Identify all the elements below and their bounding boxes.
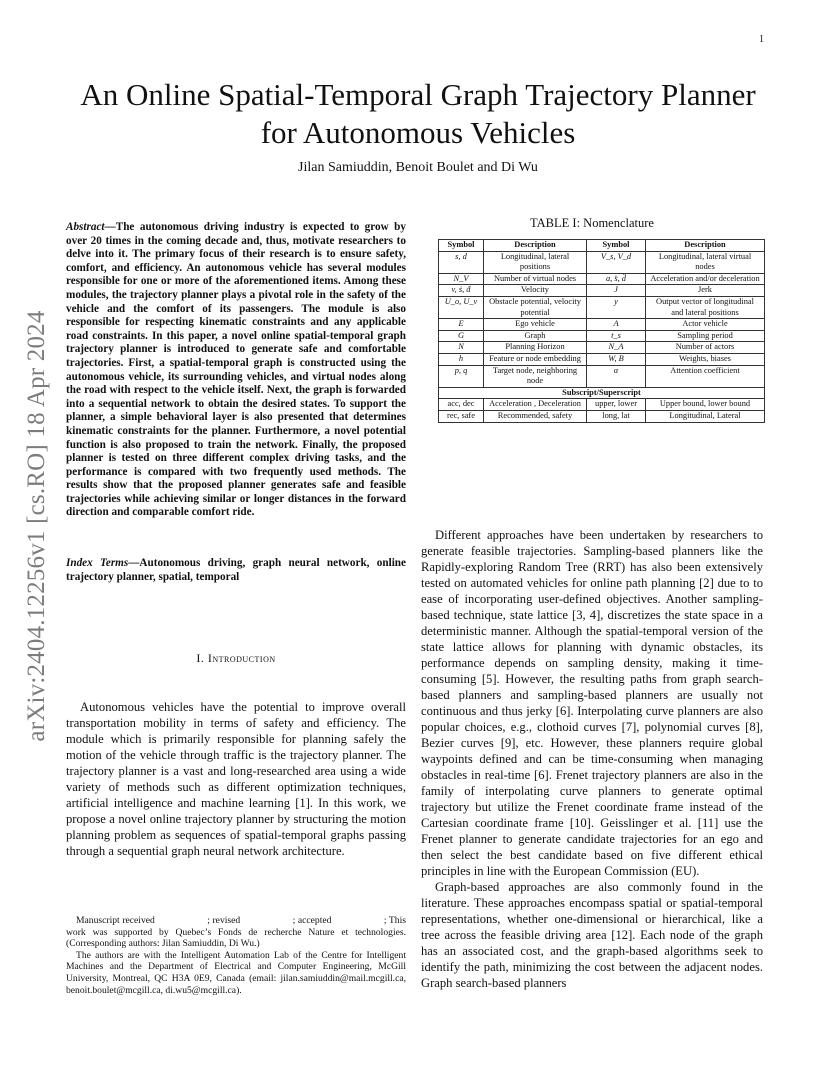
table-subheader: Subscript/Superscript: [439, 387, 765, 399]
paragraph: Graph-based approaches are also commonly found in the literature. These approaches encompass spatial or spatial-temporal representations, whether one-dimensional or hierarchical, like a tree across the feasible driving area [12]. Each node of the graph has an associated cost, and the graph-based algorithms seek to identify the path, minimizing the cost between the adjacent nodes. Graph search-based planners: [421, 880, 763, 990]
section-heading: I. Introduction: [196, 651, 276, 665]
table-header: Description: [484, 240, 587, 252]
table-cell-symbol: J: [587, 285, 646, 297]
table-cell-symbol: acc, dec: [439, 399, 484, 411]
table-cell-symbol: W, B: [587, 353, 646, 365]
table-cell-description: Upper bound, lower bound: [646, 399, 765, 411]
table-cell-symbol: v, ṡ, ḋ: [439, 285, 484, 297]
table-cell-symbol: p, q: [439, 365, 484, 387]
table-cell-description: Recommended, safety: [484, 410, 587, 422]
table-cell-symbol: α: [587, 365, 646, 387]
paper-title: An Online Spatial-Temporal Graph Trajectory Planner for Autonomous Vehicles: [80, 77, 756, 150]
table-header: Symbol: [587, 240, 646, 252]
table-cell-symbol: upper, lower: [587, 399, 646, 411]
table-cell-description: Graph: [484, 330, 587, 342]
intro-paragraph: Autonomous vehicles have the potential to improve overall transportation mobility in terms of safety and efficiency. The module which is primarily responsible for planning safely the motion of the vehicle through traffic is the trajectory planner. The trajectory planner is a vast and long-researched area using a wide variety of methods such as different optimization techniques, artificial intelligence and machine learning [1]. In this work, we propose a novel online trajectory planner by structuring the motion planning problem as sequences of spatial-temporal graphs passing through a sequential graph neural network architecture.: [66, 700, 406, 858]
table-cell-symbol: N: [439, 342, 484, 354]
table-row: [439, 273, 765, 285]
table-cell-description: Number of actors: [646, 342, 765, 354]
table-cell-symbol: long, lat: [587, 410, 646, 422]
table-cell-description: Acceleration and/or deceleration: [646, 273, 765, 285]
index-terms: [66, 557, 406, 584]
table-cell-description: Feature or node embedding: [484, 353, 587, 365]
table-caption: TABLE I: Nomenclature: [530, 216, 654, 230]
table-subheader-row: [439, 387, 765, 399]
arxiv-stamp: arXiv:2404.12256v1 [cs.RO] 18 Apr 2024: [23, 310, 50, 742]
table-cell-description: Number of virtual nodes: [484, 273, 587, 285]
nomenclature-table: [438, 239, 765, 423]
table-cell-description: Actor vehicle: [646, 319, 765, 331]
footnote-affiliation: The authors are with the Intelligent Automation Lab of the Centre for Intelligent Machines and the Department of Electrical and Computer Engineering, McGill University, Montreal, QC H3A 0E9, Canada (email: jilan.samiuddin@mail.mcgill.ca, benoit.boulet@mcgill.ca, di.wu5@mcgill.ca).: [66, 949, 406, 996]
table-row: [439, 251, 765, 273]
right-column-text: [421, 527, 763, 991]
table-row: [439, 342, 765, 354]
table-cell-symbol: N_V: [439, 273, 484, 285]
table-cell-description: Target node, neighboring node: [484, 365, 587, 387]
page-number: 1: [759, 34, 764, 45]
table-cell-description: Obstacle potential, velocity potential: [484, 296, 587, 318]
abstract-body: —The autonomous driving industry is expected to grow by over 20 times in the coming decade and, thus, motivate researchers to delve into it. The primary focus of their research is to ensure safety, comfort, and efficiency. An autonomous vehicle has several modules responsible for one or more of the aforementioned items. Among these modules, the trajectory planner plays a pivotal role in the safety of the vehicle and the comfort of its passengers. The module is also responsible for respecting kinematic constraints and any applicable road constraints. In this paper, a novel online spatial-temporal graph trajectory planner is introduced to generate safe and comfortable trajectories. First, a spatial-temporal graph is constructed using the autonomous vehicle, its surrounding vehicles, and virtual nodes along the road with respect to the vehicle itself. Next, the graph is forwarded into a sequential network to obtain the desired states. To support the planner, a simple behavioral layer is also presented that determines kinematic constraints for the planner. Furthermore, a novel potential function is also proposed to train the network. Finally, the proposed planner is tested on three different complex driving tasks, and the performance is compared with two frequently used methods. The results show that the proposed planner generates safe and feasible trajectories while achieving similar or longer distances in the forward direction and comparable comfort ride.: [66, 221, 406, 519]
abstract: [66, 221, 406, 520]
table-cell-description: Output vector of longitudinal and lateral positions: [646, 296, 765, 318]
table-cell-symbol: G: [439, 330, 484, 342]
table-header-row: [439, 240, 765, 252]
table-cell-symbol: N_A: [587, 342, 646, 354]
table-row: [439, 399, 765, 411]
table-cell-description: Weights, biases: [646, 353, 765, 365]
paragraph: Different approaches have been undertaken by researchers to generate feasible trajectories. Sampling-based planners like the Rapidly-exploring Random Tree (RRT) has also been extensively tested on automated vehicles for online path planning [2] due to to ease of incorporating user-defined objectives. Another sampling-based technique, state lattice [3, 4], discretizes the state space in a deterministic manner. Although the spatial-temporal version of the state lattice allows for planning with dynamic obstacles, its performance depends on sampling density, making it time-consuming [5]. However, the resulting paths from graph search-based planners and sampling-based planners are usually not continuous and thus jerky [6]. Interpolating curve planners are also popular choices, e.g., clothoid curves [7], polynomial curves [8], Bezier curves [9], etc. However, these planners require global waypoints defined and can be time-consuming when managing obstacles in real-time [6]. Frenet trajectory planners are also in the family of interpolating curve planners to generate optimal trajectory but utilize the Frenet coordinate frame instead of the Cartesian coordinate frame [10]. Geisslinger et al. [11] use the Frenet planner to generate candidate trajectories for an ego and then select the best candidate based on five different ethical principles in line with the European Commission (EU).: [421, 528, 763, 878]
table-cell-description: Longitudinal, lateral virtual nodes: [646, 251, 765, 273]
footnote-manuscript: Manuscript received ; revised ; accepted ; This work was supported by Quebec’s Fonds de recherche Nature et technologies. (Corresponding authors: Jilan Samiuddin, Di Wu.): [66, 915, 409, 950]
table-row: [439, 330, 765, 342]
table-cell-symbol: U_o, U_v: [439, 296, 484, 318]
table-cell-description: Longitudinal, Lateral: [646, 410, 765, 422]
table-cell-symbol: y: [587, 296, 646, 318]
table-header: Symbol: [439, 240, 484, 252]
table-cell-symbol: A: [587, 319, 646, 331]
index-terms-lead: Index Terms: [66, 557, 129, 569]
table-body: [439, 251, 765, 422]
table-cell-description: Attention coefficient: [646, 365, 765, 387]
footnote: [66, 915, 409, 996]
table-cell-description: Ego vehicle: [484, 319, 587, 331]
abstract-lead: Abstract: [66, 221, 105, 233]
index-terms-body: —Autonomous driving, graph neural network, online trajectory planner, spatial, temporal: [66, 557, 406, 583]
table-header: Description: [646, 240, 765, 252]
table-row: [439, 285, 765, 297]
table-row: [439, 353, 765, 365]
table-cell-description: Acceleration , Deceleration: [484, 399, 587, 411]
table-cell-description: Longitudinal, lateral positions: [484, 251, 587, 273]
table-cell-symbol: a, s̈, d̈: [587, 273, 646, 285]
table-row: [439, 365, 765, 387]
table-row: [439, 319, 765, 331]
table-cell-description: Sampling period: [646, 330, 765, 342]
table-cell-symbol: t_s: [587, 330, 646, 342]
authors: Jilan Samiuddin, Benoit Boulet and Di Wu: [298, 160, 538, 175]
table-cell-symbol: rec, safe: [439, 410, 484, 422]
table-cell-symbol: h: [439, 353, 484, 365]
table-cell-symbol: E: [439, 319, 484, 331]
table-cell-description: Jerk: [646, 285, 765, 297]
table-row: [439, 296, 765, 318]
table-row: [439, 410, 765, 422]
table-cell-description: Planning Horizon: [484, 342, 587, 354]
table-cell-symbol: V_s, V_d: [587, 251, 646, 273]
table-cell-description: Velocity: [484, 285, 587, 297]
table-cell-symbol: s, d: [439, 251, 484, 273]
